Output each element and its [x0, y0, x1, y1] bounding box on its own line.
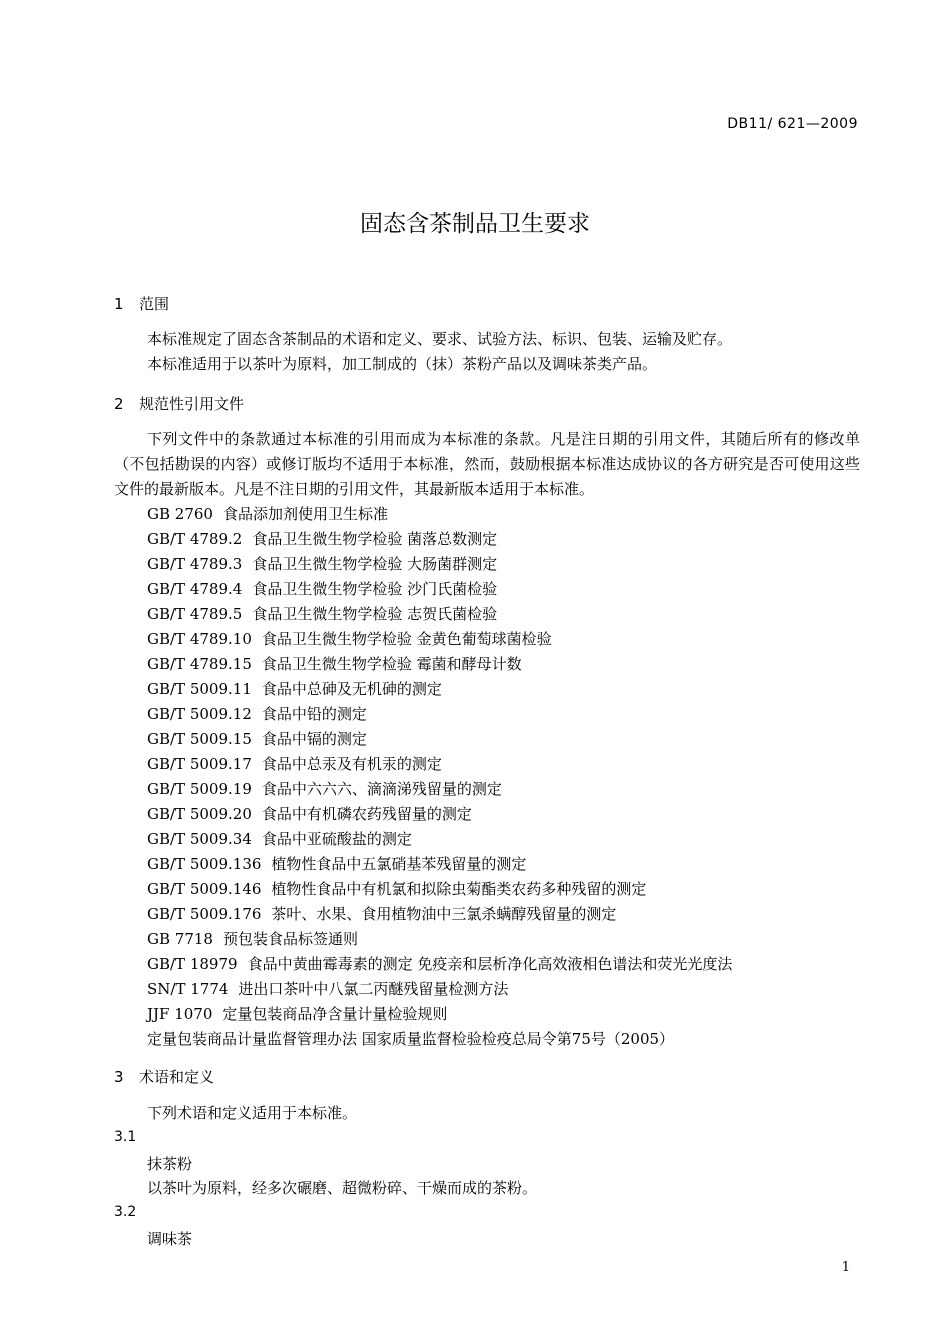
section-title: 规范性引用文件 — [139, 395, 245, 413]
reference-item — [147, 702, 732, 727]
reference-item — [147, 977, 732, 1002]
reference-title: 食品中总砷及无机砷的测定 — [261, 680, 442, 698]
reference-code: GB/T 5009.17 — [147, 755, 252, 773]
section-title: 范围 — [139, 295, 170, 313]
reference-code: GB/T 4789.4 — [147, 580, 243, 598]
reference-title: 食品卫生微生物学检验 大肠菌群测定 — [252, 555, 498, 573]
reference-code: GB/T 5009.11 — [147, 680, 252, 698]
reference-code: JJF 1070 — [147, 1005, 213, 1023]
reference-item — [147, 877, 732, 902]
section-title: 术语和定义 — [139, 1068, 215, 1086]
reference-code: GB/T 4789.3 — [147, 555, 243, 573]
reference-title: 食品卫生微生物学检验 菌落总数测定 — [252, 530, 498, 548]
standard-code: DB11/ 621—2009 — [727, 116, 858, 132]
reference-item — [147, 777, 732, 802]
section-number: 3 — [114, 1068, 124, 1086]
reference-code: GB/T 4789.10 — [147, 630, 252, 648]
reference-title: 植物性食品中有机氯和拟除虫菊酯类农药多种残留的测定 — [271, 880, 647, 898]
reference-item — [147, 552, 732, 577]
reference-title: 食品中总汞及有机汞的测定 — [261, 755, 442, 773]
reference-code: GB/T 5009.12 — [147, 705, 252, 723]
term-number: 3.1 — [114, 1129, 137, 1145]
reference-title: 植物性食品中五氯硝基苯残留量的测定 — [271, 855, 527, 873]
reference-code: GB/T 5009.15 — [147, 730, 252, 748]
reference-item — [147, 602, 732, 627]
reference-title: 食品中镉的测定 — [261, 730, 367, 748]
term-number: 3.2 — [114, 1204, 137, 1220]
reference-title: 食品卫生微生物学检验 志贺氏菌检验 — [252, 605, 498, 623]
reference-item — [147, 927, 732, 952]
reference-title: 预包装食品标签通则 — [222, 930, 358, 948]
reference-item — [147, 652, 732, 677]
term-definition: 以茶叶为原料，经多次碾磨、超微粉碎、干燥而成的茶粉。 — [147, 1179, 538, 1197]
reference-item — [147, 852, 732, 877]
term-name: 调味茶 — [147, 1230, 193, 1248]
reference-title: 食品卫生微生物学检验 金黄色葡萄球菌检验 — [261, 630, 552, 648]
reference-title: 食品中黄曲霉毒素的测定 免疫亲和层析净化高效液相色谱法和荧光光度法 — [247, 955, 733, 973]
section-1-heading — [114, 293, 169, 314]
reference-code: GB/T 5009.136 — [147, 855, 262, 873]
section-number: 1 — [114, 295, 124, 313]
reference-item — [147, 577, 732, 602]
reference-list — [147, 502, 732, 1027]
reference-code: GB/T 5009.19 — [147, 780, 252, 798]
reference-item — [147, 727, 732, 752]
reference-item — [147, 677, 732, 702]
term-name: 抹茶粉 — [147, 1155, 193, 1173]
reference-item — [147, 527, 732, 552]
normative-refs-intro: 下列文件中的条款通过本标准的引用而成为本标准的条款。凡是注日期的引用文件，其随后所有的修改单（不包括勘误的内容）或修订版均不适用于本标准，然而，鼓励根据本标准达成协议的各方研究是否可使用这些文件的最新版本。凡是不注日期的引用文件，其最新版本适用于本标准。 — [114, 430, 860, 498]
document-title: 固态含茶制品卫生要求 — [360, 211, 590, 237]
reference-code: GB/T 4789.15 — [147, 655, 252, 673]
extra-reference: 定量包装商品计量监督管理办法 国家质量监督检验检疫总局令第75号（2005） — [147, 1030, 675, 1048]
reference-title: 茶叶、水果、食用植物油中三氯杀螨醇残留量的测定 — [271, 905, 617, 923]
reference-code: GB/T 5009.34 — [147, 830, 252, 848]
terms-intro: 下列术语和定义适用于本标准。 — [147, 1104, 358, 1122]
reference-item — [147, 627, 732, 652]
reference-item — [147, 952, 732, 977]
reference-title: 进出口茶叶中八氯二丙醚残留量检测方法 — [238, 980, 509, 998]
reference-code: GB/T 5009.146 — [147, 880, 262, 898]
reference-code: SN/T 1774 — [147, 980, 229, 998]
reference-item — [147, 827, 732, 852]
reference-code: GB/T 4789.2 — [147, 530, 243, 548]
reference-title: 食品中铅的测定 — [261, 705, 367, 723]
scope-paragraph-2: 本标准适用于以茶叶为原料，加工制成的（抹）茶粉产品以及调味茶类产品。 — [147, 355, 658, 373]
section-number: 2 — [114, 395, 124, 413]
reference-item — [147, 802, 732, 827]
scope-paragraph-1: 本标准规定了固态含茶制品的术语和定义、要求、试验方法、标识、包装、运输及贮存。 — [147, 330, 733, 348]
reference-item — [147, 1002, 732, 1027]
reference-title: 食品中六六六、滴滴涕残留量的测定 — [261, 780, 502, 798]
reference-title: 食品添加剂使用卫生标准 — [222, 505, 388, 523]
reference-code: GB/T 4789.5 — [147, 605, 243, 623]
reference-code: GB/T 18979 — [147, 955, 238, 973]
section-3-heading — [114, 1066, 214, 1087]
reference-title: 食品卫生微生物学检验 沙门氏菌检验 — [252, 580, 498, 598]
page-number: 1 — [841, 1260, 850, 1275]
reference-item — [147, 902, 732, 927]
reference-code: GB 2760 — [147, 505, 213, 523]
reference-title: 定量包装商品净含量计量检验规则 — [222, 1005, 448, 1023]
section-2-heading — [114, 393, 244, 414]
reference-item — [147, 502, 732, 527]
reference-code: GB/T 5009.20 — [147, 805, 252, 823]
reference-title: 食品中有机磷农药残留量的测定 — [261, 805, 472, 823]
reference-title: 食品卫生微生物学检验 霉菌和酵母计数 — [261, 655, 522, 673]
reference-code: GB/T 5009.176 — [147, 905, 262, 923]
reference-item — [147, 752, 732, 777]
reference-title: 食品中亚硫酸盐的测定 — [261, 830, 412, 848]
reference-code: GB 7718 — [147, 930, 213, 948]
